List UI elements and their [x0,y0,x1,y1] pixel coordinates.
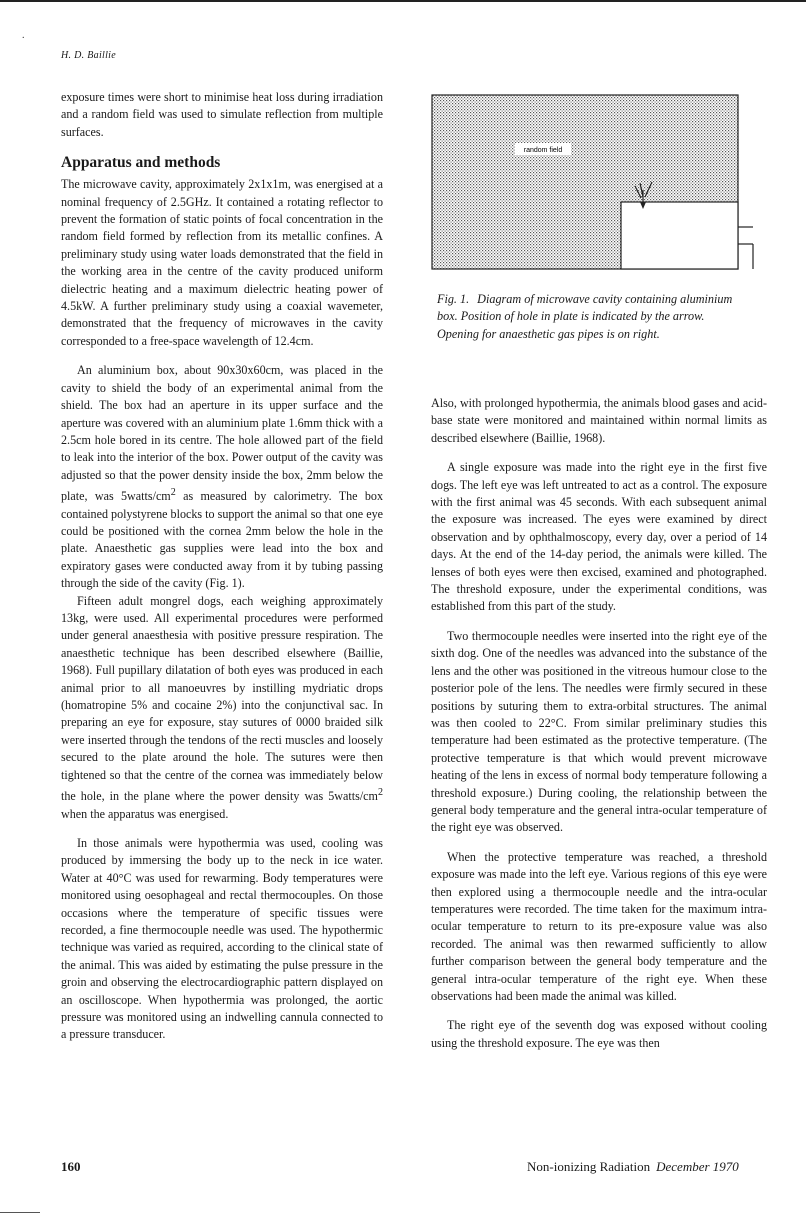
top-rule [0,0,806,2]
paragraph-protective-temperature: When the protective temperature was reached, a threshold exposure was made into the left eye. Various regions of this eye were then explored using a thermocouple needle and the intra-ocular temperatures were recorded. The time taken for the maximum intra-ocular temperature to return to its pre-exposure value was also recorded. The animal was then rewarmed sufficiently to allow further comparison between the general body temperature and the general intra-ocular temperature of the right eye. When these observations had been made the animal was killed. [431,849,767,1003]
right-column [431,395,767,1064]
caption-text: Diagram of microwave cavity containing aluminium box. Position of hole in plate is indicated by the arrow. Opening for anaesthetic gas pipes is on right. [437,292,733,341]
text-segment: when the apparatus was energised. [61,806,229,821]
text-segment: as measured by calorimetry. The box contained polystyrene blocks to support the animal so that one eye could be positioned with the cornea 2mm below the hole in the plate. Anaesthetic gas supplies were lead into the box and expiratory gases were conducted away from it by tubing passing through the side of the cavity (Fig. 1). [61,489,383,591]
superscript: 2 [170,487,176,499]
paragraph-thermocouples [431,628,767,837]
paragraph-single-exposure: A single exposure was made into the right eye in the first five dogs. The left eye was left untreated to act as a control. The exposure with the first animal was 45 seconds. With each subsequent animal the exposure was increased. The eyes were examined by direct observation and by ophthalmoscopy, every day, over a period of 14 days. At the end of the 14-day period, the animals were killed. The lenses of both eyes were then excised, examined and photographed. The threshold exposure, under the experimental conditions, was established from this part of the study. [431,460,767,614]
text-segment: An aluminium box, about 90x30x60cm, was placed in the cavity to shield the body of an experimental animal from the shield. The box had an aperture in its upper surface and the aperture was covered with an aluminium plate 1.6mm thick with a 2.5cm hole bored in its centre. The hole allowed part of the field to leak into the interior of the box. Power output of the cavity was adjusted so that the power density inside the box, 2mm below the plate, was 5watts/cm [61,363,383,504]
scan-speck: . [22,30,25,41]
left-column [61,89,383,1056]
cavity-diagram [431,94,761,274]
figure-label: Fig. 1. [437,292,470,306]
bottom-rule [0,1212,40,1213]
running-head: H. D. Baillie [61,50,117,61]
journal-footer [527,1159,739,1175]
paragraph-intro: exposure times were short to minimise heat loss during irradiation and a random field was used to simulate reflection from multiple surfaces. [61,90,383,139]
text-segment: was used for rewarming. Body temperatures were monitored using oesophageal and rectal thermocouples. On those occasions where the temperature of specific tissues were recorded, a fine thermocouple needle was used. The hypothermic technique was varied as required, according to the clinical state of the animal. This was aided by estimating the pulse pressure in the groin and observing the electrocardiographic pattern displayed on an oscilloscope. When hypothermia was prolonged, the aortic pressure was monitored using an indwelling cannula connected to a pressure transducer. [61,870,383,1042]
journal-name: Non-ionizing Radiation [527,1159,651,1174]
text-segment: Two thermocouple needles were inserted into the right eye of the sixth dog. One of the needles was advanced into the substance of the lens and the other was positioned in the vitreous humour close to the posterior pole of the lens. The needles were firmly secured in these positions by suturing them to extra-orbital structures. The animal was then cooled to 22 [431,628,767,730]
superscript: 2 [377,787,383,799]
section-heading: Apparatus and methods [61,154,221,172]
text-segment: . From similar preliminary studies this temperature had been estimated as the protective temperature. (The protective temperature is that which would prevent microwave heating of the lens in excess of normal body temperature following a threshold exposure.) During cooling, the relationship between the general body temperature and the general intra-ocular temperature of the right eye was observed. [431,715,767,835]
paragraph-aluminium-box [61,362,383,592]
paragraph-cavity: The microwave cavity, approximately 2x1x1m, was energised at a nominal frequency of 2.5GHz. It contained a rotating reflector to prevent the formation of static points of focal concentration in the random field formed by reflection from its metallic confines. A preliminary study using water loads demonstrated that the field in the working area in the centre of the cavity produced uniform dielectric heating and a maximum dielectric heating power of 4.5kW. A further preliminary study using a coaxial wavemeter, demonstrated that the frequency of microwaves in the cavity corresponded to a free-space wavelength of 12.4cm. [61,177,383,348]
paragraph-blood-gases: Also, with prolonged hypothermia, the animals blood gases and acid-base state were monitored and maintained within normal limits as described elsewhere (Baillie, 1968). [431,396,767,445]
text-segment: In those animals were hypothermia was used, cooling was produced by immersing the body up to the neck in ice water. Water at 40 [61,835,383,885]
text-segment: Fifteen adult mongrel dogs, each weighing approximately 13kg, were used. All experimental procedures were performed under general anaesthesia with positive pressure respiration. The anaesthetic technique has been described elsewhere (Baillie, 1968). Full pupillary dilatation of both eyes was produced in each animal prior to all manoeuvres by instilling mydriatic drops (homatropine 5% and cocaine 2%) into the conjunctival sac. In preparing an eye for exposure, stay sutures of 0000 braided silk were inserted through the tendons of the recti muscles and loosely secured to the plate around the hole. The sutures were then tightened so that the centre of the cornea was immediately below the hole, in the plane where the power density was 5watts/cm [61,593,383,804]
page-number: 160 [61,1159,81,1174]
degree-unit: °C [550,715,564,730]
aluminium-box [621,202,738,269]
figure-caption [437,291,747,343]
figure-1-diagram [431,94,761,274]
degree-unit: °C [118,870,132,885]
issue-date: December 1970 [656,1159,739,1174]
paragraph-seventh-dog: The right eye of the seventh dog was exposed without cooling using the threshold exposure. The eye was then [431,1018,767,1050]
field-label: random field [523,147,563,154]
paragraph-dogs [61,593,383,823]
paragraph-hypothermia [61,835,383,1044]
